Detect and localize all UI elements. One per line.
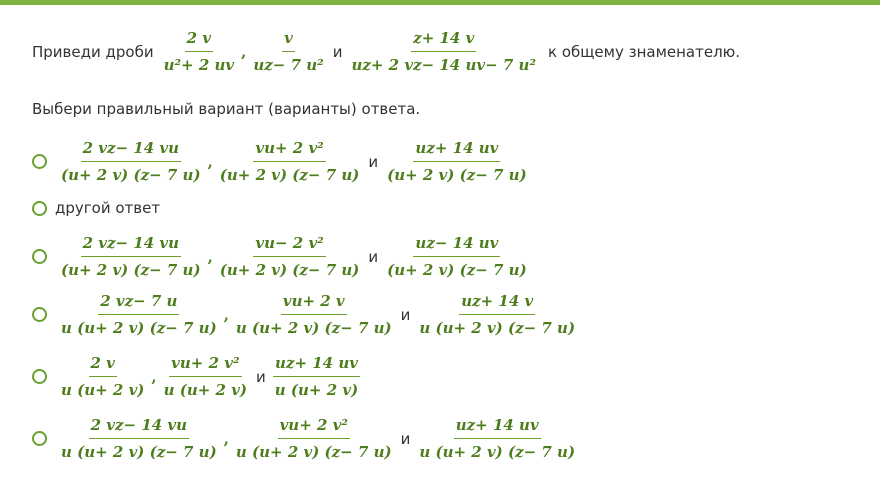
fraction-numerator: 2 vz− 14 vu bbox=[81, 137, 181, 162]
radio-button[interactable] bbox=[32, 369, 47, 384]
fraction-numerator: 2 v bbox=[185, 27, 213, 52]
conjunction: и bbox=[332, 42, 343, 61]
fraction-denominator: (u+ 2 v) (z− 7 u) bbox=[61, 261, 201, 279]
fraction-numerator: vu+ 2 v² bbox=[169, 352, 241, 377]
option-fraction bbox=[218, 232, 362, 281]
answer-option-6[interactable] bbox=[32, 414, 581, 463]
comma: , bbox=[241, 42, 247, 61]
option-fraction bbox=[385, 232, 529, 281]
radio-button[interactable] bbox=[32, 249, 47, 264]
conjunction: и bbox=[400, 305, 411, 324]
fraction-denominator: uz− 7 u² bbox=[253, 56, 324, 74]
conjunction: и bbox=[368, 247, 379, 266]
instruction bbox=[32, 100, 420, 118]
fraction-denominator: u (u+ 2 v) (z− 7 u) bbox=[61, 319, 217, 337]
comma: , bbox=[207, 247, 213, 266]
answer-option-3[interactable] bbox=[32, 232, 533, 281]
option-fraction bbox=[59, 232, 203, 281]
option-fraction bbox=[417, 414, 577, 463]
conjunction: и bbox=[400, 429, 411, 448]
option-fraction bbox=[218, 137, 362, 186]
fraction-numerator: 2 vz− 7 u bbox=[98, 290, 179, 315]
option-fraction bbox=[234, 290, 394, 339]
radio-button[interactable] bbox=[32, 431, 47, 446]
answer-option-4[interactable] bbox=[32, 290, 581, 339]
fraction-numerator: uz+ 14 uv bbox=[413, 137, 500, 162]
fraction-denominator: (u+ 2 v) (z− 7 u) bbox=[61, 166, 201, 184]
fraction-denominator: u (u+ 2 v) bbox=[274, 381, 359, 399]
radio-button[interactable] bbox=[32, 154, 47, 169]
fraction-denominator: u (u+ 2 v) (z− 7 u) bbox=[419, 319, 576, 337]
fraction-denominator: (u+ 2 v) (z− 7 u) bbox=[387, 261, 527, 279]
question-prefix: Приведи дроби bbox=[32, 42, 154, 61]
fraction-numerator: z+ 14 v bbox=[411, 27, 476, 52]
fraction-numerator: v bbox=[282, 27, 295, 52]
fraction-denominator: u (u+ 2 v) bbox=[163, 381, 248, 399]
fraction-numerator: 2 vz− 14 vu bbox=[89, 414, 189, 439]
question-line bbox=[32, 27, 740, 76]
comma: , bbox=[151, 367, 157, 386]
option-label: другой ответ bbox=[55, 199, 161, 217]
fraction-numerator: vu+ 2 v bbox=[281, 290, 347, 315]
fraction-denominator: uz+ 2 vz− 14 uv− 7 u² bbox=[351, 56, 537, 74]
fraction-denominator: u (u+ 2 v) (z− 7 u) bbox=[235, 319, 392, 337]
fraction-denominator: u (u+ 2 v) (z− 7 u) bbox=[419, 443, 576, 461]
option-fraction bbox=[234, 414, 394, 463]
comma: , bbox=[207, 152, 213, 171]
fraction-numerator: 2 v bbox=[89, 352, 117, 377]
fraction-denominator: (u+ 2 v) (z− 7 u) bbox=[219, 261, 360, 279]
comma: , bbox=[223, 429, 229, 448]
option-fraction bbox=[59, 414, 219, 463]
fraction-denominator: u (u+ 2 v) bbox=[61, 381, 145, 399]
option-fraction bbox=[59, 352, 146, 401]
answer-option-5[interactable] bbox=[32, 352, 364, 401]
fraction-denominator: (u+ 2 v) (z− 7 u) bbox=[219, 166, 360, 184]
answer-option-2[interactable] bbox=[32, 199, 160, 217]
question-fraction-3 bbox=[349, 27, 538, 76]
fraction-denominator: (u+ 2 v) (z− 7 u) bbox=[387, 166, 527, 184]
question-fraction-2 bbox=[251, 27, 325, 76]
option-fraction bbox=[385, 137, 529, 186]
fraction-numerator: vu+ 2 v² bbox=[253, 137, 325, 162]
option-fraction bbox=[162, 352, 249, 401]
fraction-numerator: uz+ 14 uv bbox=[273, 352, 360, 377]
conjunction: и bbox=[256, 367, 266, 386]
option-fraction bbox=[59, 290, 219, 339]
instruction-text: Выбери правильный вариант (варианты) ответа. bbox=[32, 100, 421, 118]
fraction-numerator: uz+ 14 v bbox=[459, 290, 535, 315]
fraction-numerator: vu+ 2 v² bbox=[278, 414, 350, 439]
fraction-denominator: u (u+ 2 v) (z− 7 u) bbox=[235, 443, 392, 461]
question-fraction-1 bbox=[162, 27, 237, 76]
fraction-numerator: vu− 2 v² bbox=[253, 232, 325, 257]
fraction-numerator: uz+ 14 uv bbox=[454, 414, 541, 439]
fraction-denominator: u (u+ 2 v) (z− 7 u) bbox=[61, 443, 217, 461]
radio-button[interactable] bbox=[32, 307, 47, 322]
radio-button[interactable] bbox=[32, 201, 47, 216]
fraction-denominator: u²+ 2 uv bbox=[163, 56, 235, 74]
option-fraction bbox=[417, 290, 577, 339]
comma: , bbox=[223, 305, 229, 324]
option-fraction bbox=[273, 352, 360, 401]
top-accent-bar bbox=[0, 0, 880, 5]
option-fraction bbox=[59, 137, 203, 186]
fraction-numerator: 2 vz− 14 vu bbox=[81, 232, 181, 257]
answer-option-1[interactable] bbox=[32, 137, 533, 186]
question-suffix: к общему знаменателю. bbox=[548, 42, 741, 61]
conjunction: и bbox=[368, 152, 379, 171]
fraction-numerator: uz− 14 uv bbox=[413, 232, 500, 257]
